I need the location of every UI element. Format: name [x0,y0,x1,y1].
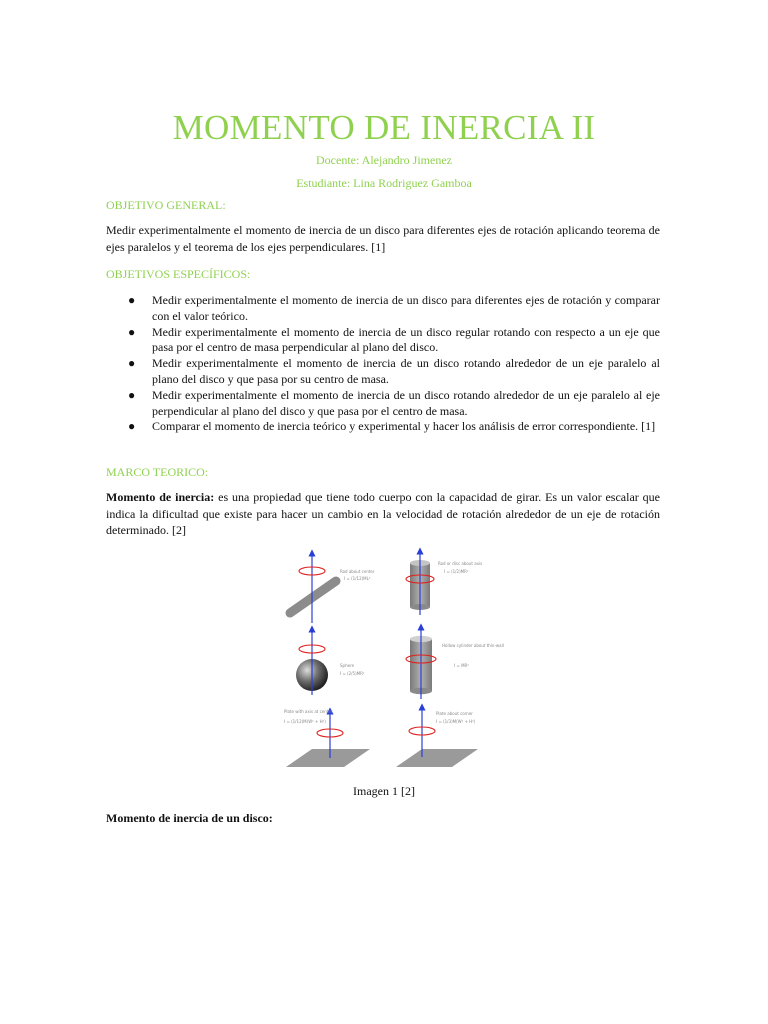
objetivo-general-heading: OBJETIVO GENERAL: [106,198,226,212]
plate-center-label: Plate with axis at center [284,709,333,714]
plate-center-formula: I = (1/12)M(W² + H²) [284,719,326,724]
objetivos-especificos-heading: OBJETIVOS ESPECÍFICOS: [106,267,251,281]
docente-line: Docente: Alejandro Jimenez [316,153,452,167]
inertia-figure [278,543,504,775]
sphere-diagram [296,629,365,695]
list-item: ● Medir experimentalmente el momento de inercia de un disco rotando alrededor de un eje paralelo al plano del disco y que pasa por su centro de masa. [128,356,660,386]
estudiante-line: Estudiante: Lina Rodriguez Gamboa [296,176,472,190]
plate-center-diagram [284,709,370,767]
hoop-diagram [406,627,504,699]
plate-corner-formula: I = (1/3)M(W² + H²) [436,719,476,724]
bullet-icon: ● [128,324,136,339]
cylinder-diagram [406,551,482,615]
sphere-label: Sphere [340,663,355,668]
rod-formula: I = (1/12)ML² [344,576,371,581]
bullet-icon: ● [128,419,136,434]
list-item: ● Medir experimentalmente el momento de inercia de un disco rotando alrededor de un eje paralelo al eje perpendicular al plano del disco y que pasa por el centro de masa. [128,387,660,418]
objetivos-list [106,293,660,435]
marco-teorico-heading: MARCO TEORICO: [106,465,209,479]
hoop-formula: I = MR² [454,663,469,668]
bullet-icon: ● [128,293,136,307]
figure-caption: Imagen 1 [2] [353,784,415,798]
bullet-icon: ● [128,387,136,402]
cylinder-label: Rod or disc about axis [438,561,483,566]
list-item: ● Comparar el momento de inercia teórico y experimental y hacer los análisis de error correspondiente. [1] [128,419,656,434]
list-item: ● Medir experimentalmente el momento de inercia de un disco regular rotando con respecto a un eje que pasa por el centro de masa perpendicular al plano del disco. [128,324,660,355]
cylinder-formula: I = (1/2)MR² [444,569,469,574]
disco-subheading: Momento de inercia de un disco: [106,811,273,825]
term-label: Momento de inercia: [106,490,215,504]
plate-corner-label: Plate about corner [436,711,473,716]
rod-diagram [290,553,375,623]
bullet-icon: ● [128,356,136,371]
list-item: ● Medir experimentalmente el momento de inercia de un disco para diferentes ejes de rotación y comparar con el valor teórico. [128,293,660,323]
hoop-label: Hollow cylinder about thin-wall [442,643,504,648]
rod-label: Rod about center [340,569,375,574]
plate-corner-diagram [396,707,478,767]
document-title: MOMENTO DE INERCIA II [172,108,596,147]
sphere-formula: I = (2/5)MR² [340,671,365,676]
objetivo-general-text: Medir experimentalmente el momento de inercia de un disco para diferentes ejes de rotación aplicando teorema de ejes paralelos y el teorema de los ejes perpendiculares. [1] [106,223,660,254]
marco-teorico-text: Momento de inercia: es una propiedad que tiene todo cuerpo con la capacidad de girar. Es un valor escalar que indica la dificultad que existe para hacer un cambio en la velocidad de rotación alrededor de un eje de rotación determinado. [2] [106,490,660,537]
